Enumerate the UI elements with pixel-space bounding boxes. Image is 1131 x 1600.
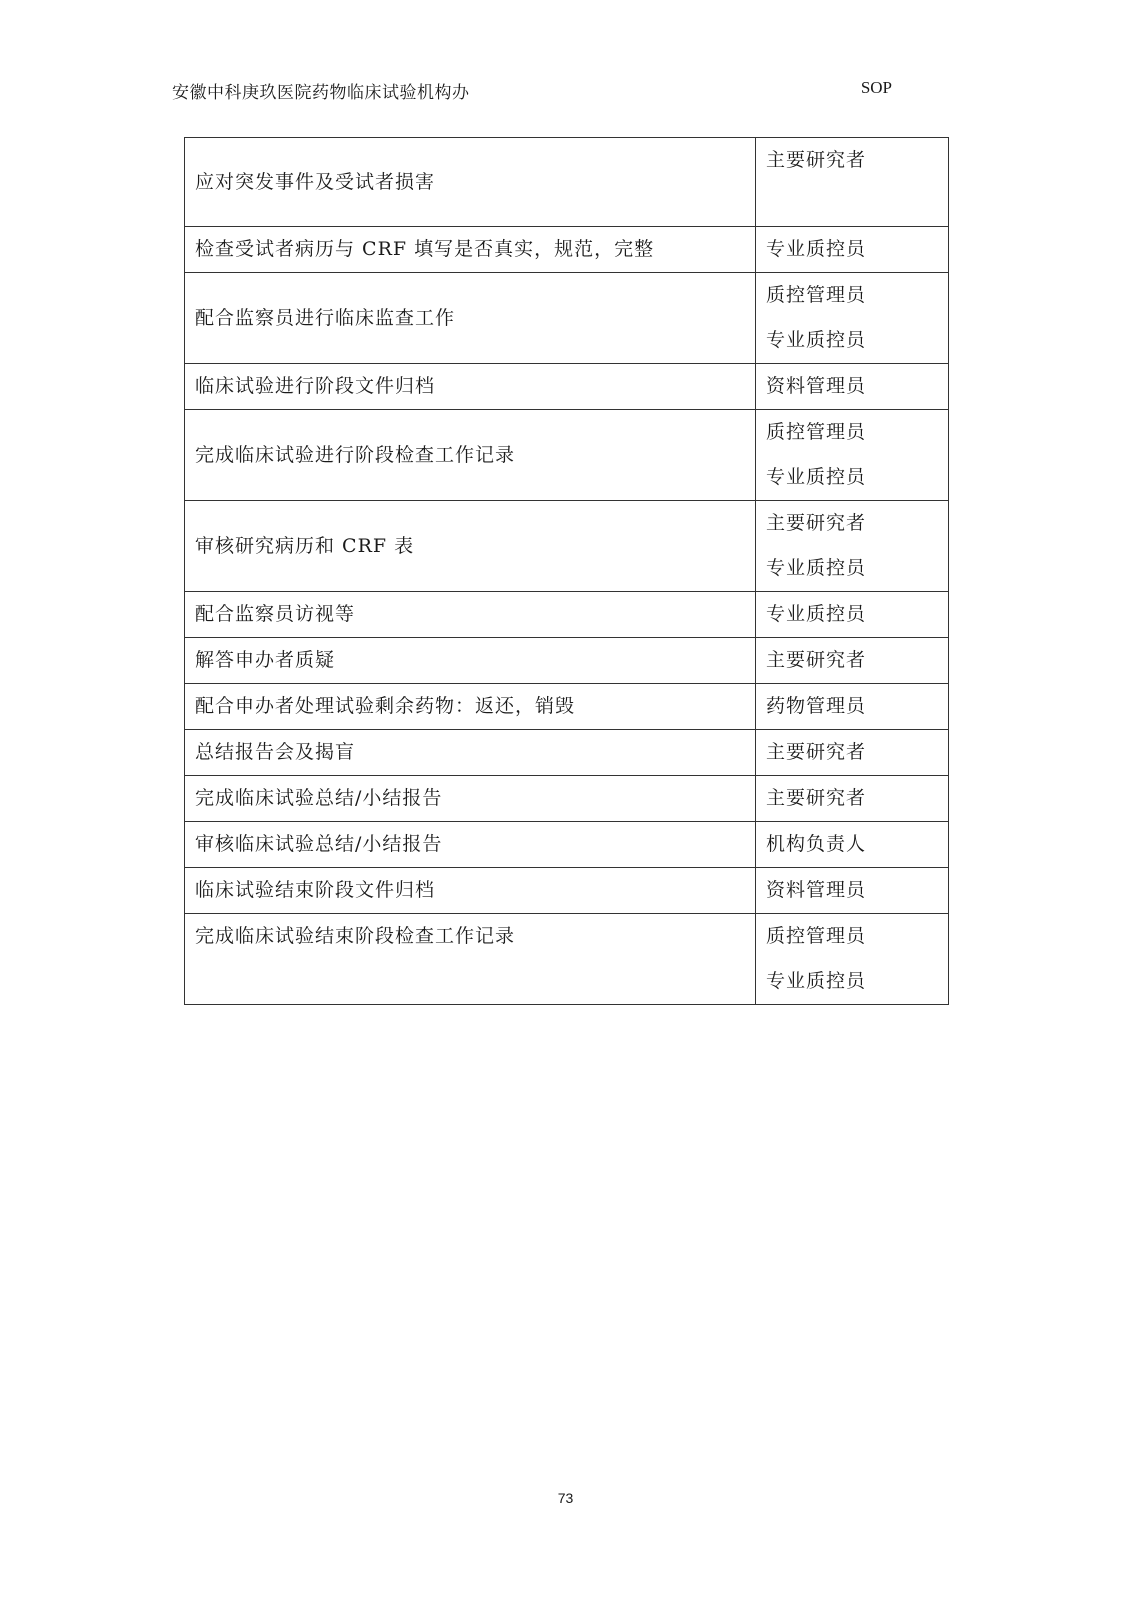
role-text: 药物管理员 xyxy=(766,695,867,717)
role-text: 主要研究者 xyxy=(766,649,867,671)
table-row xyxy=(185,730,949,776)
role-cell xyxy=(756,592,949,638)
task-text: 配合监察员访视等 xyxy=(195,603,356,625)
role-cell xyxy=(756,227,949,273)
role-text: 质控管理员 xyxy=(766,284,867,306)
task-text: 总结报告会及揭盲 xyxy=(195,741,356,763)
task-cell xyxy=(185,638,756,684)
task-text: 审核研究病历和 CRF 表 xyxy=(195,534,415,557)
institution-name: 安徽中科庚玖医院药物临床试验机构办 xyxy=(172,83,470,103)
task-text: 完成临床试验总结/小结报告 xyxy=(195,787,443,809)
responsibility-table xyxy=(184,137,949,1005)
role-text: 专业质控员 xyxy=(766,466,867,488)
task-cell xyxy=(185,410,756,501)
task-cell xyxy=(185,914,756,1005)
role-text: 专业质控员 xyxy=(766,603,867,625)
task-cell xyxy=(185,364,756,410)
task-text: 完成临床试验结束阶段检查工作记录 xyxy=(195,925,516,947)
role-text: 专业质控员 xyxy=(766,970,867,992)
table-row xyxy=(185,364,949,410)
role-text: 主要研究者 xyxy=(766,787,867,809)
role-text: 质控管理员 xyxy=(766,925,867,947)
task-cell xyxy=(185,684,756,730)
role-cell xyxy=(756,822,949,868)
table-row xyxy=(185,776,949,822)
role-cell xyxy=(756,684,949,730)
task-text: 检查受试者病历与 CRF 填写是否真实，规范，完整 xyxy=(195,238,655,260)
task-text: 配合监察员进行临床监查工作 xyxy=(195,306,456,329)
role-text: 资料管理员 xyxy=(766,879,867,901)
task-cell xyxy=(185,501,756,592)
table-row xyxy=(185,138,949,227)
table-row xyxy=(185,638,949,684)
role-cell xyxy=(756,410,949,501)
task-cell xyxy=(185,776,756,822)
role-cell xyxy=(756,501,949,592)
table-row xyxy=(185,501,949,592)
role-text: 资料管理员 xyxy=(766,375,867,397)
table-row xyxy=(185,273,949,364)
role-text: 主要研究者 xyxy=(766,741,867,763)
role-cell xyxy=(756,776,949,822)
role-cell xyxy=(756,638,949,684)
table-row xyxy=(185,822,949,868)
role-cell xyxy=(756,138,949,227)
task-text: 临床试验结束阶段文件归档 xyxy=(195,879,436,901)
role-text: 专业质控员 xyxy=(766,557,867,579)
task-text: 解答申办者质疑 xyxy=(195,649,336,671)
role-text: 专业质控员 xyxy=(766,238,867,260)
table-row xyxy=(185,914,949,1005)
page-number: 73 xyxy=(557,1490,574,1506)
task-cell xyxy=(185,273,756,364)
role-cell xyxy=(756,364,949,410)
task-cell xyxy=(185,227,756,273)
task-text: 配合申办者处理试验剩余药物：返还，销毁 xyxy=(195,695,576,717)
task-cell xyxy=(185,822,756,868)
task-cell xyxy=(185,138,756,227)
table-row xyxy=(185,684,949,730)
role-cell xyxy=(756,730,949,776)
task-text: 临床试验进行阶段文件归档 xyxy=(195,375,436,397)
role-text: 专业质控员 xyxy=(766,329,867,351)
page-header xyxy=(172,78,892,108)
role-text: 主要研究者 xyxy=(766,512,867,534)
task-cell xyxy=(185,868,756,914)
table-row xyxy=(185,592,949,638)
role-cell xyxy=(756,914,949,1005)
role-cell xyxy=(756,868,949,914)
task-text: 审核临床试验总结/小结报告 xyxy=(195,833,443,855)
role-text: 主要研究者 xyxy=(766,149,867,171)
role-text: 机构负责人 xyxy=(766,833,867,855)
role-cell xyxy=(756,273,949,364)
table-row xyxy=(185,410,949,501)
task-cell xyxy=(185,592,756,638)
task-text: 完成临床试验进行阶段检查工作记录 xyxy=(195,443,516,466)
role-text: 质控管理员 xyxy=(766,421,867,443)
document-type: SOP xyxy=(860,78,892,97)
task-cell xyxy=(185,730,756,776)
table-row xyxy=(185,227,949,273)
task-text: 应对突发事件及受试者损害 xyxy=(195,170,436,193)
table-row xyxy=(185,868,949,914)
